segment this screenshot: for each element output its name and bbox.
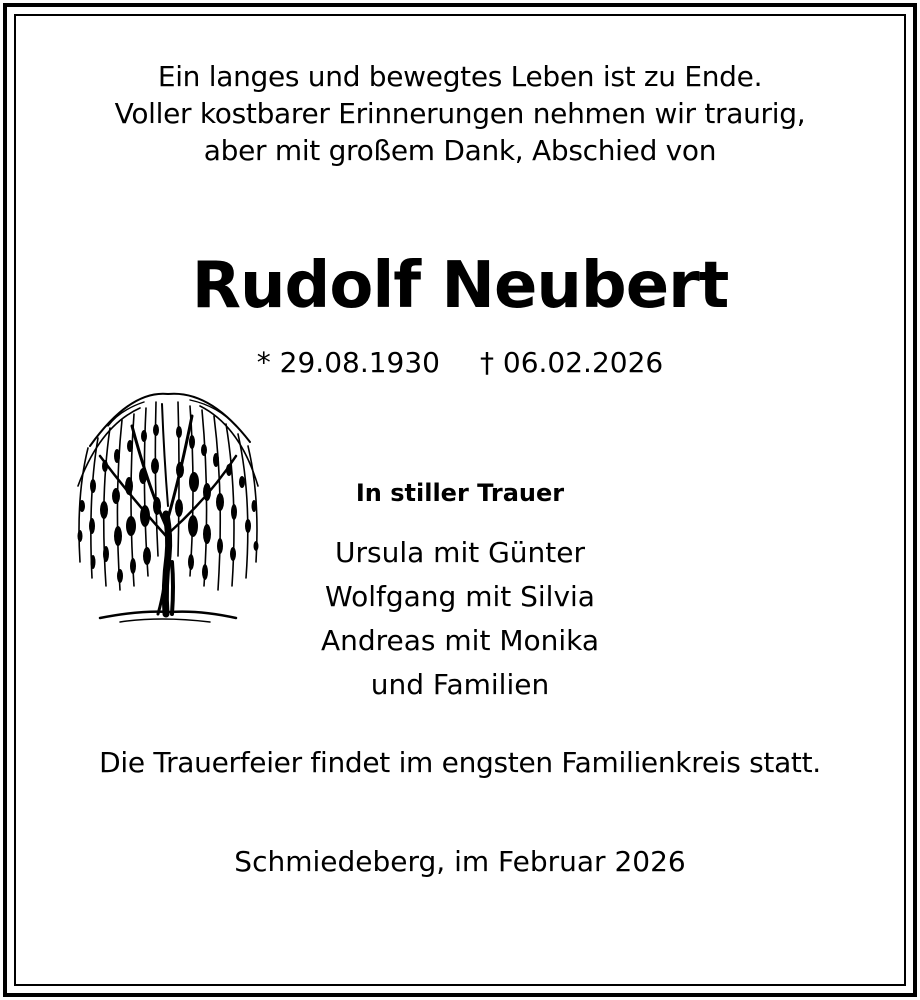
mourner-line: Ursula mit Günter — [334, 536, 586, 569]
intro-line: aber mit großem Dank, Abschied von — [203, 134, 717, 167]
life-dates — [0, 343, 920, 383]
mourner-line: und Familien — [370, 668, 550, 701]
place-date: Schmiedeberg, im Februar 2026 — [234, 845, 686, 878]
ceremony-note: Die Trauerfeier findet im engsten Familienkreis statt. — [99, 746, 821, 779]
deceased-name: Rudolf Neubert — [191, 249, 729, 323]
intro-line: Ein langes und bewegtes Leben ist zu Ende. — [157, 60, 763, 93]
mourning-heading: In stiller Trauer — [355, 479, 565, 507]
death-date: † 06.02.2026 — [480, 346, 664, 379]
mourners-list — [0, 531, 920, 707]
birth-date: * 29.08.1930 — [256, 346, 440, 379]
mourner-line: Wolfgang mit Silvia — [325, 580, 595, 613]
intro-text — [0, 58, 920, 169]
intro-line: Voller kostbarer Erinnerungen nehmen wir traurig, — [114, 97, 806, 130]
mourner-line: Andreas mit Monika — [320, 624, 600, 657]
